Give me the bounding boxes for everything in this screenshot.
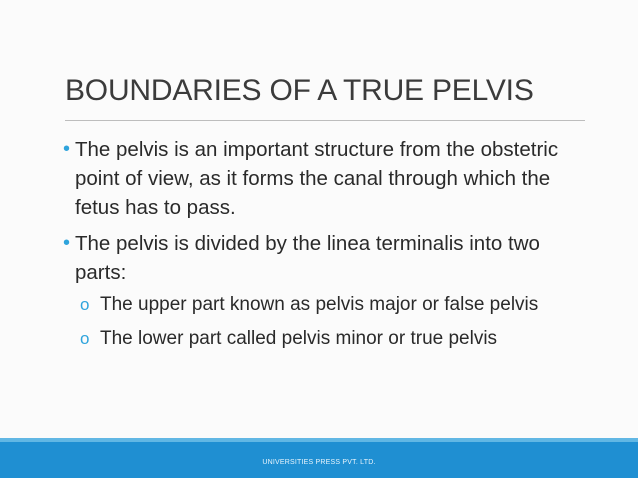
bullet-list bbox=[63, 135, 583, 359]
sub-bullet-text: The lower part called pelvis minor or true pelvis bbox=[100, 328, 498, 349]
footer-bar bbox=[0, 442, 638, 478]
bullet-item bbox=[63, 135, 583, 222]
sub-bullet-item bbox=[80, 291, 583, 318]
sub-bullet-list bbox=[75, 291, 583, 352]
bullet-text: The pelvis is an important structure from the obstetric point of view, as it forms the canal through which the fetus has to pass. bbox=[75, 138, 559, 219]
sub-bullet-text: The upper part known as pelvis major or false pelvis bbox=[100, 294, 539, 315]
bullet-marker: • bbox=[63, 138, 71, 160]
sub-bullet-item bbox=[80, 325, 583, 352]
title-divider bbox=[65, 120, 585, 121]
sub-bullet-marker: o bbox=[80, 329, 90, 348]
bullet-marker: • bbox=[63, 232, 71, 254]
slide-title: BOUNDARIES OF A TRUE PELVIS bbox=[65, 74, 534, 107]
bullet-item bbox=[63, 229, 583, 352]
sub-bullet-marker: o bbox=[80, 295, 90, 314]
bullet-text: The pelvis is divided by the linea terminalis into two parts: bbox=[75, 232, 540, 284]
footer-publisher: UNIVERSITIES PRESS PVT. LTD. bbox=[262, 459, 376, 466]
